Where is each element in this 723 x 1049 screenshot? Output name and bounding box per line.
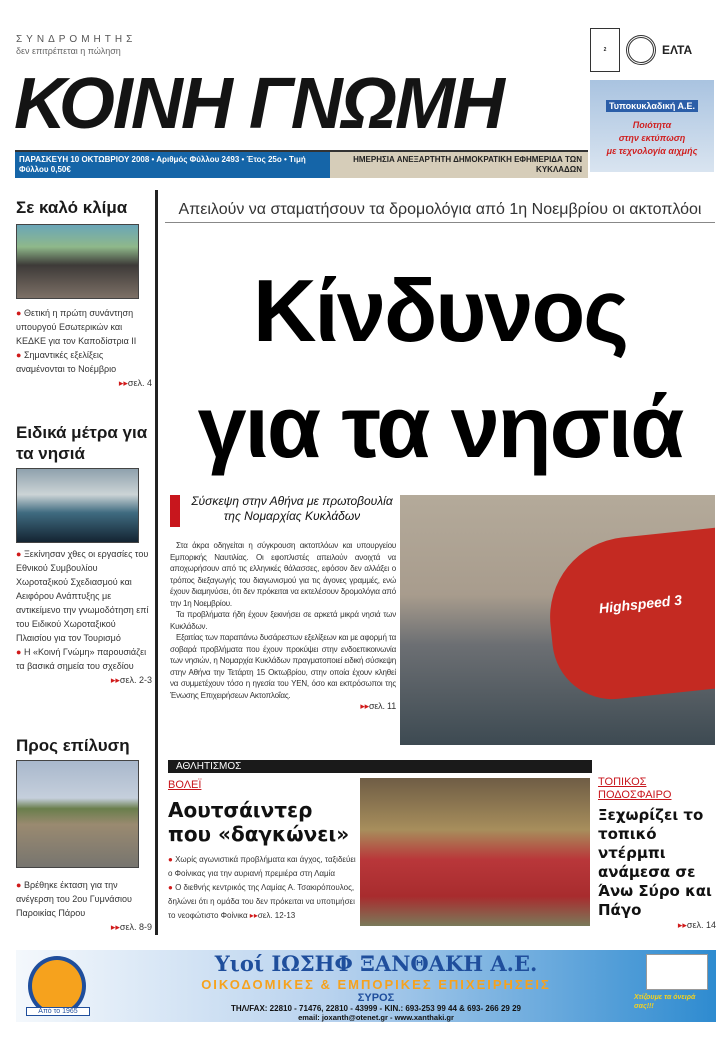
lead-kicker: Απειλούν να σταματήσουν τα δρομολόγια από 1η Νοεμβρίου οι ακτοπλόοι — [165, 200, 715, 223]
bullet-item: ● Η «Κοινή Γνώμη» παρουσιάζει τα βασικά σημεία του σχεδίου — [16, 647, 147, 671]
postal-stamps — [590, 22, 715, 77]
red-marker — [170, 495, 180, 527]
ad-slogan: Χτίζουμε τα όνειρά σας!!! — [634, 994, 696, 1010]
local-label: ΤΟΠΙΚΟΣ ΠΟΔΟΣΦΑΙΡΟ — [598, 776, 672, 801]
meeting-photo — [16, 224, 139, 299]
page-ref[interactable]: ▸▸σελ. 2-3 — [110, 675, 152, 685]
ad-activity: ΟΙΚΟΔΟΜΙΚΕΣ & ΕΜΠΟΡΙΚΕΣ ΕΠΙΧΕΙΡΗΣΕΙΣ — [201, 977, 551, 992]
ferry-photo — [400, 495, 715, 745]
local-story — [598, 806, 716, 931]
land-photo — [16, 760, 139, 868]
ad-brand: Τυποκυκλαδική Α.Ε. — [606, 100, 698, 112]
stamp-number: 2 — [603, 46, 607, 53]
masthead-title: ΚΟΙΝΗ ΓΝΩΜΗ — [14, 64, 503, 144]
paragraph: Τα προβλήματα ήδη έχουν ξεκινήσει σε αρκετά μικρά νησιά των Κυκλάδων. — [170, 610, 396, 631]
column-divider — [155, 190, 158, 935]
not-for-sale-label: δεν επιτρέπεται η πώληση — [16, 46, 121, 56]
ad-line: Ποιότητα — [632, 120, 672, 130]
certification-badge — [646, 954, 708, 990]
ferry-hull — [542, 525, 715, 705]
page-ref[interactable]: ▸▸σελ. 14 — [677, 920, 716, 930]
seal-icon — [626, 35, 656, 65]
lead-body — [170, 540, 396, 713]
page-ref[interactable]: ▸▸σελ. 4 — [118, 378, 152, 388]
since-label: Από το 1965 — [26, 1007, 90, 1016]
bullet-item: ● Ξεκίνησαν χθες οι εργασίες του Εθνικού Συμβουλίου Χωροταξικού Σχεδιασμού και Αειφόρου Ανάπτυξης με αντικείμενο την γνωμοδότηση επί του Ειδικού Χωροταξικού Πλαισίου για τον Τουρισμό — [16, 549, 149, 643]
ship-name: Highspeed 3 — [598, 591, 683, 617]
bullet-item: ● Σημαντικές εξελίξεις αναμένονται το Νοέμβριο — [16, 350, 117, 374]
tagline: ΗΜΕΡΗΣΙΑ ΑΝΕΞΑΡΤΗΤΗ ΔΗΜΟΚΡΑΤΙΚΗ ΕΦΗΜΕΡΙΔΑ ΤΩΝ ΚΥΚΛΑΔΩΝ — [330, 152, 588, 178]
xanthakis-ad[interactable] — [16, 950, 716, 1022]
bullet-item: ● Χωρίς αγωνιστικά προβλήματα και άγχος, ταξιδεύει ο Φοίνικας για την αυριανή πρεμιέρα στη Λαμία — [168, 855, 356, 878]
sports-body — [168, 853, 358, 923]
page-ref[interactable]: ▸▸σελ. 8-9 — [110, 922, 152, 932]
sidebar-headline[interactable]: Σε καλό κλίμα — [16, 198, 128, 217]
paragraph: Εξαιτίας των παραπάνω δυσάρεστων εξελίξεων και με αφορμή τα σοβαρά προβλήματα που έχουν προκύψει στην ενδοεπικοινωνία των νησιών, η Νομαρχία Κυκλάδων πραγματοποιεί ειδική σύσκεψη στην Αθήνα την Τετάρτη 15 Οκτωβρίου, στην οποία έχουν κληθεί να συμμετέχουν τόσο η ηγεσία του ΥΕΝ, όσο και εκπρόσωποι της Ένωσης Επιχειρήσεων Ακτοπλοΐας. — [170, 633, 396, 700]
lead-subhead: Σύσκεψη στην Αθήνα με πρωτοβουλία της Νομαρχίας Κυκλάδων — [191, 494, 393, 523]
ad-city: ΣΥΡΟΣ — [357, 992, 395, 1004]
sidebar-headline[interactable]: Ειδικά μέτρα για τα νησιά — [16, 423, 148, 463]
printing-ad[interactable] — [590, 80, 714, 172]
paragraph: Στα άκρα οδηγείται η σύγκρουση ακτοπλόων και υπουργείου Εμπορικής Ναυτιλίας. Οι εφοπλιστές απειλούν ανοιχτά να αποχωρήσουν από τις ελληνικές θάλασσες, εφόσον δεν αλλάξει ο τρόπος διεξαγωγής του διαγωνισμού για τις άγονες γραμμές, ενώ έχουν διαμηνύσει, ότι δεν πρόκειται να εκτελέσουν δρομολόγια από την 1η Νοεμβρίου. — [170, 541, 396, 608]
lead-headline[interactable]: Κίνδυνος — [253, 261, 627, 360]
ad-company: Υιοί ΙΩΣΗΦ ΞΑΝΘΑΚΗ Α.Ε. — [214, 951, 538, 976]
elta-logo: ΕΛΤΑ — [662, 42, 693, 57]
bullet-item: ● Ο διεθνής κεντρικός της Λαμίας Α. Τσακιρόπουλος, δηλώνει ότι η ομάδα του δεν πρόκειται να υποτιμήσει το νεοφώτιστο Φοίνικα ▸▸σελ. 12-13 — [168, 883, 355, 920]
page-ref[interactable]: σελ. 12-13 — [257, 911, 296, 920]
postage-stamp — [590, 28, 620, 72]
company-logo — [28, 956, 86, 1016]
section-sports: ΑΘΛΗΤΙΣΜΟΣ — [168, 760, 592, 773]
ad-line: στην εκτύπωση — [618, 133, 686, 143]
page-ref[interactable]: ▸▸σελ. 11 — [360, 701, 396, 711]
ad-phones: ΤΗΛ/FAX: 22810 - 71476, 22810 - 43999 - ΚΙΝ.: 693-253 99 44 & 693- 266 29 29 — [231, 1004, 521, 1013]
local-headline[interactable]: Ξεχωρίζει το τοπικό ντέρμπι ανάμεσα σε Άνω Σύρο και Πάγο — [598, 806, 712, 919]
lead-headline-2[interactable]: για τα νησιά — [197, 377, 683, 476]
bullet-item: ● Θετική η πρώτη συνάντηση υπουργού Εσωτερικών και ΚΕΔΚΕ για τον Καποδίστρια ΙΙ — [16, 308, 137, 346]
dateline-bar — [15, 150, 588, 178]
subscriber-label: ΣΥΝΔΡΟΜΗΤΗΣ — [16, 34, 137, 45]
bullet-item: ● Βρέθηκε έκταση για την ανέγερση του 2ου Γυμνάσιου Παροικίας Πάρου — [16, 880, 132, 918]
dateline: ΠΑΡΑΣΚΕΥΗ 10 ΟΚΤΩΒΡΙΟΥ 2008 • Αριθμός Φύλλου 2493 • Έτος 25ο • Τιμή Φύλλου 0,50€ — [15, 152, 330, 178]
ad-line: με τεχνολογία αιχμής — [606, 146, 698, 156]
island-photo — [16, 468, 139, 543]
sports-headline[interactable]: Αουτσάιντερ που «δαγκώνει» — [168, 798, 350, 846]
volleyball-team-photo — [360, 778, 590, 926]
sidebar-headline[interactable]: Προς επίλυση — [16, 736, 130, 755]
ad-contact: email: joxanth@otenet.gr - www.xanthaki.gr — [298, 1013, 454, 1022]
sports-label: ΒΟΛΕΪ — [168, 779, 202, 791]
